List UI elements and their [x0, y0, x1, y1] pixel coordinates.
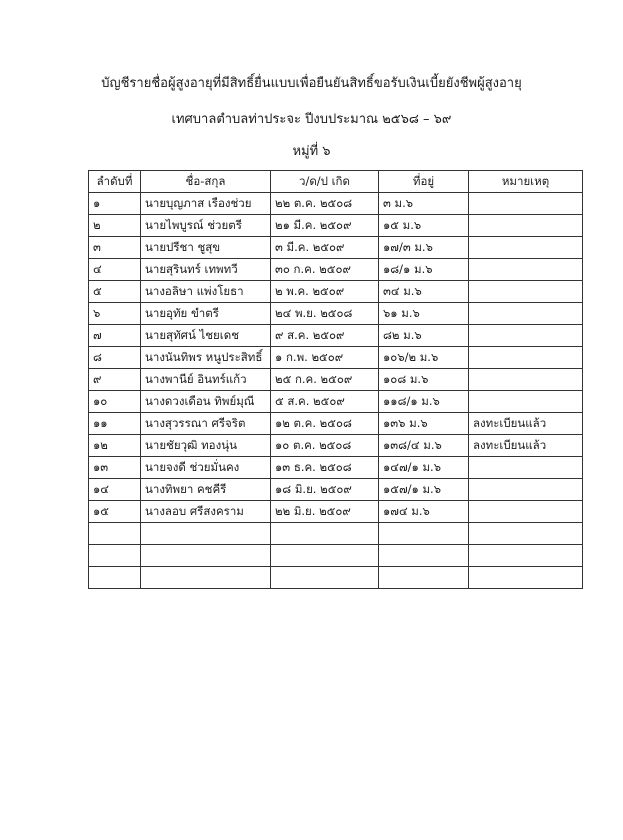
table-row	[89, 259, 583, 281]
table-row	[89, 281, 583, 303]
row-address-cell: ๖๑ ม.๖	[379, 303, 469, 325]
row-address-cell: ๑๘/๑ ม.๖	[379, 259, 469, 281]
table-row	[89, 237, 583, 259]
row-birthdate-cell: ๓๐ ก.ค. ๒๕๐๙	[271, 259, 379, 281]
row-name-cell: นายไพบูรณ์ ช่วยตรี	[141, 215, 271, 237]
row-remark-cell	[469, 501, 583, 523]
row-address-cell: ๑๓๖ ม.๖	[379, 413, 469, 435]
row-name-cell: นายอุทัย ขำตรี	[141, 303, 271, 325]
row-remark-cell	[469, 259, 583, 281]
table-row	[89, 369, 583, 391]
row-birthdate-cell: ๓ มี.ค. ๒๕๐๙	[271, 237, 379, 259]
row-number-cell: ๑๕	[89, 501, 141, 523]
table-row	[89, 457, 583, 479]
row-remark-cell	[469, 347, 583, 369]
document-subtitle: เทศบาลตำบลท่าประจะ ปีงบประมาณ ๒๕๖๘ – ๖๙	[171, 112, 452, 127]
header-name: ชื่อ-สกุล	[141, 171, 271, 193]
row-remark-cell	[469, 281, 583, 303]
row-remark-cell	[469, 523, 583, 545]
row-name-cell: นายจงดี ช่วยมั่นคง	[141, 457, 271, 479]
row-remark-cell: ลงทะเบียนแล้ว	[469, 435, 583, 457]
row-birthdate-cell: ๑๒ ต.ค. ๒๕๐๘	[271, 413, 379, 435]
row-birthdate-cell: ๒๑ มี.ค. ๒๕๐๙	[271, 215, 379, 237]
row-number-cell: ๑	[89, 193, 141, 215]
row-name-cell: นายชัยวุฒิ ทองนุ่น	[141, 435, 271, 457]
table-row	[89, 325, 583, 347]
row-number-cell: ๗	[89, 325, 141, 347]
table-row	[89, 435, 583, 457]
row-number-cell: ๕	[89, 281, 141, 303]
row-number-cell: ๖	[89, 303, 141, 325]
row-birthdate-cell: ๒๒ มิ.ย. ๒๕๐๙	[271, 501, 379, 523]
row-birthdate-cell: ๕ ส.ค. ๒๕๐๙	[271, 391, 379, 413]
table-header-row	[89, 171, 583, 193]
row-birthdate-cell: ๒๕ ก.ค. ๒๕๐๙	[271, 369, 379, 391]
header-number: ลำดับที่	[89, 171, 141, 193]
table-row	[89, 391, 583, 413]
row-remark-cell: ลงทะเบียนแล้ว	[469, 413, 583, 435]
row-address-cell: ๑๗/๓ ม.๖	[379, 237, 469, 259]
table-row	[89, 193, 583, 215]
row-number-cell: ๔	[89, 259, 141, 281]
header-birthdate: ว/ด/ป เกิด	[271, 171, 379, 193]
row-name-cell: นางสุวรรณา ศรีจริต	[141, 413, 271, 435]
row-number-cell: ๑๒	[89, 435, 141, 457]
row-remark-cell	[469, 457, 583, 479]
row-name-cell	[141, 567, 271, 589]
table-row	[89, 215, 583, 237]
row-address-cell: ๘๒ ม.๖	[379, 325, 469, 347]
row-name-cell: นางลอบ ศรีสงคราม	[141, 501, 271, 523]
row-address-cell	[379, 523, 469, 545]
row-number-cell: ๑๑	[89, 413, 141, 435]
row-number-cell: ๑๓	[89, 457, 141, 479]
table-row	[89, 545, 583, 567]
row-address-cell: ๓ ม.๖	[379, 193, 469, 215]
row-remark-cell	[469, 391, 583, 413]
row-number-cell: ๓	[89, 237, 141, 259]
row-remark-cell	[469, 193, 583, 215]
row-address-cell: ๑๔๗/๑ ม.๖	[379, 457, 469, 479]
row-birthdate-cell: ๑๐ ต.ค. ๒๕๐๘	[271, 435, 379, 457]
row-birthdate-cell	[271, 567, 379, 589]
row-remark-cell	[469, 303, 583, 325]
row-birthdate-cell: ๑๘ มิ.ย. ๒๕๐๙	[271, 479, 379, 501]
row-number-cell	[89, 567, 141, 589]
row-birthdate-cell: ๒๔ พ.ย. ๒๕๐๘	[271, 303, 379, 325]
row-name-cell: นายบุญภาส เรืองช่วย	[141, 193, 271, 215]
row-name-cell: นายสุทัศน์ ไชยเดช	[141, 325, 271, 347]
row-number-cell: ๑๐	[89, 391, 141, 413]
row-remark-cell	[469, 215, 583, 237]
village-heading: หมู่ที่ ๖	[292, 144, 331, 159]
table-row	[89, 413, 583, 435]
row-birthdate-cell	[271, 523, 379, 545]
row-address-cell: ๑๕๗/๑ ม.๖	[379, 479, 469, 501]
table-row	[89, 479, 583, 501]
row-address-cell	[379, 545, 469, 567]
row-number-cell	[89, 523, 141, 545]
table-row	[89, 303, 583, 325]
row-birthdate-cell: ๑๓ ธ.ค. ๒๕๐๘	[271, 457, 379, 479]
row-remark-cell	[469, 545, 583, 567]
document-title: บัญชีรายชื่อผู้สูงอายุที่มีสิทธิ์ยื่นแบบเพื่อยืนยันสิทธิ์ขอรับเงินเบี้ยยังชีพผู้สูงอายุ	[101, 76, 522, 91]
row-birthdate-cell: ๒ พ.ค. ๒๕๐๙	[271, 281, 379, 303]
row-remark-cell	[469, 479, 583, 501]
row-birthdate-cell: ๙ ส.ค. ๒๕๐๙	[271, 325, 379, 347]
row-name-cell: นายปรีชา ชูสุข	[141, 237, 271, 259]
row-address-cell: ๑๓๘/๔ ม.๖	[379, 435, 469, 457]
elderly-roster-table	[88, 170, 583, 589]
row-name-cell	[141, 523, 271, 545]
row-name-cell	[141, 545, 271, 567]
row-address-cell: ๑๐๖/๒ ม.๖	[379, 347, 469, 369]
row-name-cell: นางอลิษา แพ่งโยธา	[141, 281, 271, 303]
table-row	[89, 501, 583, 523]
row-birthdate-cell: ๒๒ ต.ค. ๒๕๐๘	[271, 193, 379, 215]
row-remark-cell	[469, 325, 583, 347]
row-address-cell: ๑๑๘/๑ ม.๖	[379, 391, 469, 413]
row-number-cell: ๑๔	[89, 479, 141, 501]
row-address-cell: ๑๕ ม.๖	[379, 215, 469, 237]
row-name-cell: นางทิพยา คชคีรี	[141, 479, 271, 501]
row-address-cell: ๑๐๘ ม.๖	[379, 369, 469, 391]
table-body	[89, 193, 583, 589]
header-address: ที่อยู่	[379, 171, 469, 193]
row-name-cell: นางดวงเดือน ทิพย์มุณี	[141, 391, 271, 413]
header-remark: หมายเหตุ	[469, 171, 583, 193]
row-remark-cell	[469, 369, 583, 391]
row-address-cell: ๑๗๔ ม.๖	[379, 501, 469, 523]
row-address-cell: ๓๔ ม.๖	[379, 281, 469, 303]
row-number-cell: ๒	[89, 215, 141, 237]
row-birthdate-cell	[271, 545, 379, 567]
table-row	[89, 567, 583, 589]
row-name-cell: นางพานีย์ อินทร์แก้ว	[141, 369, 271, 391]
row-number-cell: ๘	[89, 347, 141, 369]
row-number-cell: ๙	[89, 369, 141, 391]
row-number-cell	[89, 545, 141, 567]
row-remark-cell	[469, 567, 583, 589]
row-remark-cell	[469, 237, 583, 259]
row-address-cell	[379, 567, 469, 589]
row-birthdate-cell: ๑ ก.พ. ๒๕๐๙	[271, 347, 379, 369]
row-name-cell: นางนันทิพร หนูประสิทธิ์	[141, 347, 271, 369]
table-row	[89, 347, 583, 369]
table-row	[89, 523, 583, 545]
row-name-cell: นายสุรินทร์ เทพทวี	[141, 259, 271, 281]
